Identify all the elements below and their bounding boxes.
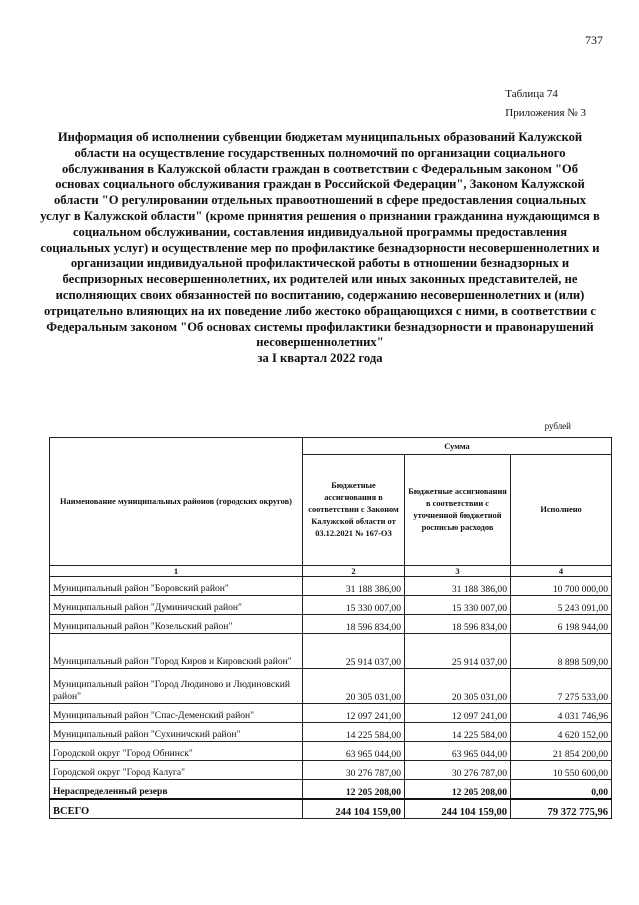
row-name: Муниципальный район "Козельский район"	[50, 615, 303, 634]
row-refined: 12 097 241,00	[405, 704, 511, 723]
row-executed: 8 898 509,00	[511, 634, 612, 669]
row-refined: 30 276 787,00	[405, 761, 511, 780]
total-row	[50, 799, 612, 819]
table-row	[50, 669, 612, 704]
row-refined: 20 305 031,00	[405, 669, 511, 704]
column-number: 2	[303, 566, 405, 577]
row-refined: 25 914 037,00	[405, 634, 511, 669]
row-executed: 4 031 746,96	[511, 704, 612, 723]
units-label: рублей	[544, 421, 571, 431]
table-row	[50, 596, 612, 615]
row-refined: 31 188 386,00	[405, 577, 511, 596]
total-executed: 79 372 775,96	[511, 799, 612, 819]
row-refined: 15 330 007,00	[405, 596, 511, 615]
total-refined: 244 104 159,00	[405, 799, 511, 819]
row-budget: 31 188 386,00	[303, 577, 405, 596]
row-budget: 12 097 241,00	[303, 704, 405, 723]
row-executed: 7 275 533,00	[511, 669, 612, 704]
row-name: Муниципальный район "Город Киров и Кировский район"	[50, 634, 303, 669]
table-row	[50, 615, 612, 634]
row-name: Муниципальный район "Боровский район"	[50, 577, 303, 596]
row-budget: 15 330 007,00	[303, 596, 405, 615]
row-refined: 14 225 584,00	[405, 723, 511, 742]
row-name: Городской округ "Город Обнинск"	[50, 742, 303, 761]
column-number: 1	[50, 566, 303, 577]
row-name: Муниципальный район "Думиничский район"	[50, 596, 303, 615]
row-budget: 25 914 037,00	[303, 634, 405, 669]
row-name: Муниципальный район "Город Людиново и Людиновский район"	[50, 669, 303, 704]
row-executed: 5 243 091,00	[511, 596, 612, 615]
row-executed: 10 700 000,00	[511, 577, 612, 596]
row-executed: 0,00	[511, 780, 612, 800]
row-budget: 30 276 787,00	[303, 761, 405, 780]
appendix-label: Приложения № 3	[505, 107, 586, 119]
column-number: 3	[405, 566, 511, 577]
header-budget: Бюджетные ассигнования в соответствии с Законом Калужской области от 03.12.2021 № 167-ОЗ	[303, 455, 405, 566]
column-number: 4	[511, 566, 612, 577]
period-text: за I квартал 2022 года	[257, 351, 383, 366]
total-name: ВСЕГО	[50, 799, 303, 819]
table-row	[50, 742, 612, 761]
header-executed: Исполнено	[511, 455, 612, 566]
row-budget: 20 305 031,00	[303, 669, 405, 704]
row-refined: 12 205 208,00	[405, 780, 511, 800]
row-executed: 4 620 152,00	[511, 723, 612, 742]
reserve-row	[50, 780, 612, 800]
table-row	[50, 761, 612, 780]
header-sum: Сумма	[303, 438, 612, 455]
document-title	[40, 130, 600, 367]
table-row	[50, 723, 612, 742]
table-label: Таблица 74	[505, 88, 558, 100]
row-budget: 63 965 044,00	[303, 742, 405, 761]
header-name: Наименование муниципальных районов (городских округов)	[50, 438, 303, 566]
row-executed: 10 550 600,00	[511, 761, 612, 780]
row-budget: 18 596 834,00	[303, 615, 405, 634]
row-budget: 12 205 208,00	[303, 780, 405, 800]
column-numbers-row	[50, 566, 612, 577]
table-row	[50, 704, 612, 723]
row-executed: 21 854 200,00	[511, 742, 612, 761]
row-executed: 6 198 944,00	[511, 615, 612, 634]
total-budget: 244 104 159,00	[303, 799, 405, 819]
row-refined: 18 596 834,00	[405, 615, 511, 634]
row-name: Нераспределенный резерв	[50, 780, 303, 800]
row-budget: 14 225 584,00	[303, 723, 405, 742]
title-text: Информация об исполнении субвенции бюджетам муниципальных образований Калужской области на осуществление государственных полномочий по организации социального обслуживания в Калужской области граждан в соответствии с Федеральным законом "Об основах социального обслуживания граждан в Российской Федерации", Законом Калужской области "О регулировании отдельных правоотношений в сфере предоставления социальных услуг в Калужской области" (кроме принятия решения о признании гражданина нуждающимся в социальном обслуживании, составления индивидуальной программы предоставления социальных услуг) и осуществление мер по профилактике безнадзорности несовершеннолетних и организации индивидуальной профилактической работы в отношении безнадзорных и беспризорных несовершеннолетних, их родителей или иных законных представителей, не исполняющих своих обязанностей по воспитанию, содержанию несовершеннолетних и (или) отрицательно влияющих на их поведение либо жестоко обращающихся с ними, в соответствии с Федеральным законом "Об основах системы профилактики безнадзорности и правонарушений несовершеннолетних"	[40, 130, 600, 350]
table-row	[50, 634, 612, 669]
row-name: Городской округ "Город Калуга"	[50, 761, 303, 780]
table-row	[50, 577, 612, 596]
page-number: 737	[585, 33, 603, 47]
header-refined: Бюджетные ассигнования в соответствии с уточненной бюджетной росписью расходов	[405, 455, 511, 566]
table-reference	[505, 85, 586, 123]
row-name: Муниципальный район "Сухиничский район"	[50, 723, 303, 742]
row-name: Муниципальный район "Спас-Деменский район"	[50, 704, 303, 723]
subvention-table	[49, 437, 612, 819]
row-refined: 63 965 044,00	[405, 742, 511, 761]
